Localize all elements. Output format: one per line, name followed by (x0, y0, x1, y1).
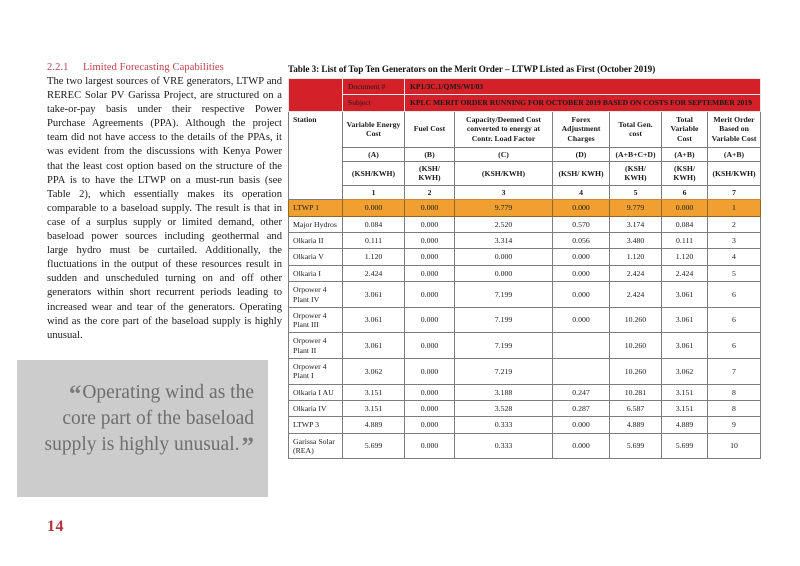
doc-header-label-document: Document # (343, 79, 405, 95)
column-abbr-variable-energy-cost: (A) (343, 147, 405, 161)
cell-total-gen-cost: 4.889 (610, 417, 662, 433)
cell-forex: 0.056 (553, 233, 610, 249)
cell-fuel-cost: 0.000 (405, 359, 455, 385)
cell-fuel-cost: 0.000 (405, 433, 455, 459)
cell-fuel-cost: 0.000 (405, 216, 455, 232)
cell-variable-energy-cost: 0.000 (343, 200, 405, 216)
cell-station: Major Hydros (289, 216, 343, 232)
cell-merit-order: 9 (708, 417, 761, 433)
cell-capacity-cost: 7.199 (455, 333, 553, 359)
table-row (289, 216, 761, 232)
open-quote-icon: “ (68, 381, 82, 408)
section-body-text: The two largest sources of VRE generators, LTWP and REREC Solar PV Garissa Project, are structured on a take-or-pay basis under their respective Power Purchase Agreements (PPA). Although the project team did not have access to the details of the PPAs, it was evident from the discussions with Kenya Power that the least cost option based on the structure of the PPA is to have the LTWP on a must-run basis (see Table 2), which essentially makes its operation comparable to a baseload supply. The result is that in case of a surplus supply or limited demand, other baseload power sources including geothermal and large hydro must be curtailed. Additionally, the fluctuations in the output of these resources result in sudden and unscheduled turning on and off other generators within short recurrent periods leading to increased wear and tear of the generators. Operating wind as the core part of the baseload supply is highly unusual. (47, 76, 282, 341)
doc-header-label-subject: Subject (343, 95, 405, 111)
pull-quote-text: Operating wind as the core part of the baseload supply is highly unusual. (44, 382, 254, 455)
cell-variable-energy-cost: 1.120 (343, 249, 405, 265)
cell-variable-energy-cost: 3.061 (343, 282, 405, 308)
cell-station: Orpower 4 Plant II (289, 333, 343, 359)
cell-station: Orpower 4 Plant III (289, 307, 343, 333)
cell-total-variable-cost: 1.120 (662, 249, 708, 265)
cell-variable-energy-cost: 3.151 (343, 401, 405, 417)
cell-total-variable-cost: 3.061 (662, 307, 708, 333)
column-header-variable-energy-cost: Variable Energy Cost (343, 111, 405, 147)
cell-fuel-cost: 0.000 (405, 417, 455, 433)
cell-merit-order: 1 (708, 200, 761, 216)
cell-forex: 0.570 (553, 216, 610, 232)
cell-capacity-cost: 3.188 (455, 384, 553, 400)
cell-forex: 0.287 (553, 401, 610, 417)
table-row (289, 265, 761, 281)
cell-total-gen-cost: 2.424 (610, 282, 662, 308)
cell-capacity-cost: 0.000 (455, 265, 553, 281)
table-row (289, 282, 761, 308)
cell-fuel-cost: 0.000 (405, 200, 455, 216)
cell-total-gen-cost: 10.260 (610, 333, 662, 359)
cell-capacity-cost: 9.779 (455, 200, 553, 216)
merit-order-table (288, 78, 761, 459)
table-row (289, 307, 761, 333)
section-title: Limited Forecasting Capabilities (83, 62, 224, 73)
cell-variable-energy-cost: 0.084 (343, 216, 405, 232)
column-units-forex: (KSH/ KWH) (553, 162, 610, 186)
cell-fuel-cost: 0.000 (405, 333, 455, 359)
cell-station: LTWP 3 (289, 417, 343, 433)
column-header-station: Station (289, 111, 343, 199)
table-row (289, 433, 761, 459)
cell-merit-order: 6 (708, 307, 761, 333)
column-units-total-variable-cost: (KSH/ KWH) (662, 162, 708, 186)
cell-merit-order: 6 (708, 333, 761, 359)
cell-capacity-cost: 7.219 (455, 359, 553, 385)
pull-quote-text-wrapper (31, 380, 254, 458)
table-row (289, 359, 761, 385)
column-abbr-forex: (D) (553, 147, 610, 161)
cell-total-variable-cost: 3.151 (662, 401, 708, 417)
section-heading (47, 62, 282, 73)
column-abbr-total-gen-cost: (A+B+C+D) (610, 147, 662, 161)
cell-total-variable-cost: 3.062 (662, 359, 708, 385)
column-num-7: 7 (708, 185, 761, 199)
cell-variable-energy-cost: 3.061 (343, 307, 405, 333)
cell-variable-energy-cost: 2.424 (343, 265, 405, 281)
column-header-merit-order: Merit Order Based on Variable Cost (708, 111, 761, 147)
column-abbr-row (289, 147, 761, 161)
table-row (289, 233, 761, 249)
cell-variable-energy-cost: 0.111 (343, 233, 405, 249)
cell-merit-order: 6 (708, 282, 761, 308)
cell-capacity-cost: 0.333 (455, 417, 553, 433)
table-caption: Table 3: List of Top Ten Generators on the Merit Order – LTWP Listed as First (October 2019) (288, 64, 656, 74)
cell-forex: 0.000 (553, 200, 610, 216)
cell-variable-energy-cost: 3.151 (343, 384, 405, 400)
doc-header-row-document (289, 79, 761, 95)
cell-merit-order: 5 (708, 265, 761, 281)
column-header-capacity-cost: Capacity/Deemed Cost converted to energy at Contr. Load Factor (455, 111, 553, 147)
cell-station: Orpower 4 Plant I (289, 359, 343, 385)
close-quote-icon: ” (241, 433, 254, 460)
cell-station: Garissa Solar (REA) (289, 433, 343, 459)
cell-total-variable-cost: 0.084 (662, 216, 708, 232)
cell-variable-energy-cost: 3.062 (343, 359, 405, 385)
cell-total-gen-cost: 9.779 (610, 200, 662, 216)
cell-station: Olkaria IV (289, 401, 343, 417)
cell-merit-order: 8 (708, 401, 761, 417)
column-units-capacity-cost: (KSH/KWH) (455, 162, 553, 186)
cell-fuel-cost: 0.000 (405, 384, 455, 400)
column-number-row (289, 185, 761, 199)
column-units-row (289, 162, 761, 186)
cell-fuel-cost: 0.000 (405, 249, 455, 265)
column-units-merit-order: (KSH/KWH) (708, 162, 761, 186)
cell-capacity-cost: 2.520 (455, 216, 553, 232)
cell-forex: 0.000 (553, 433, 610, 459)
section-number: 2.2.1 (47, 62, 69, 73)
column-num-2: 2 (405, 185, 455, 199)
cell-total-gen-cost: 10.281 (610, 384, 662, 400)
cell-station: Orpower 4 Plant IV (289, 282, 343, 308)
cell-capacity-cost: 3.314 (455, 233, 553, 249)
cell-variable-energy-cost: 4.889 (343, 417, 405, 433)
cell-merit-order: 7 (708, 359, 761, 385)
column-num-1: 1 (343, 185, 405, 199)
cell-merit-order: 2 (708, 216, 761, 232)
column-header-forex: Forex Adjustment Charges (553, 111, 610, 147)
cell-total-variable-cost: 5.699 (662, 433, 708, 459)
cell-forex: 0.000 (553, 265, 610, 281)
cell-station: LTWP 1 (289, 200, 343, 216)
cell-station: Olkaria V (289, 249, 343, 265)
column-num-4: 4 (553, 185, 610, 199)
cell-forex: 0.000 (553, 417, 610, 433)
column-num-6: 6 (662, 185, 708, 199)
cell-merit-order: 3 (708, 233, 761, 249)
cell-total-variable-cost: 0.000 (662, 200, 708, 216)
cell-station: Olkaria II (289, 233, 343, 249)
cell-capacity-cost: 0.000 (455, 249, 553, 265)
cell-variable-energy-cost: 5.699 (343, 433, 405, 459)
cell-station: Olkaria I (289, 265, 343, 281)
cell-fuel-cost: 0.000 (405, 401, 455, 417)
cell-total-variable-cost: 3.151 (662, 384, 708, 400)
cell-forex: 0.000 (553, 307, 610, 333)
column-units-total-gen-cost: (KSH/ KWH) (610, 162, 662, 186)
table-row (289, 417, 761, 433)
cell-total-variable-cost: 3.061 (662, 282, 708, 308)
cell-forex: 0.000 (553, 282, 610, 308)
column-header-total-gen-cost: Total Gen. cost (610, 111, 662, 147)
cell-fuel-cost: 0.000 (405, 282, 455, 308)
cell-forex (553, 359, 610, 385)
column-abbr-fuel-cost: (B) (405, 147, 455, 161)
column-abbr-merit-order: (A+B) (708, 147, 761, 161)
cell-total-gen-cost: 5.699 (610, 433, 662, 459)
cell-variable-energy-cost: 3.061 (343, 333, 405, 359)
cell-total-variable-cost: 2.424 (662, 265, 708, 281)
cell-total-gen-cost: 10.260 (610, 307, 662, 333)
doc-header-value-document: KP1/3C.1/QMS/WI/03 (405, 79, 761, 95)
doc-header-blank-cell (289, 79, 343, 112)
column-abbr-capacity-cost: (C) (455, 147, 553, 161)
cell-fuel-cost: 0.000 (405, 265, 455, 281)
cell-total-gen-cost: 6.587 (610, 401, 662, 417)
cell-forex: 0.247 (553, 384, 610, 400)
page-number: 14 (47, 518, 64, 535)
column-units-variable-energy-cost: (KSH/KWH) (343, 162, 405, 186)
column-header-row (289, 111, 761, 147)
cell-fuel-cost: 0.000 (405, 233, 455, 249)
cell-capacity-cost: 7.199 (455, 307, 553, 333)
cell-total-variable-cost: 3.061 (662, 333, 708, 359)
cell-total-gen-cost: 10.260 (610, 359, 662, 385)
pull-quote-box (17, 360, 268, 497)
column-header-fuel-cost: Fuel Cost (405, 111, 455, 147)
cell-merit-order: 10 (708, 433, 761, 459)
cell-total-variable-cost: 0.111 (662, 233, 708, 249)
table-row (289, 249, 761, 265)
table-row (289, 200, 761, 216)
column-units-fuel-cost: (KSH/ KWH) (405, 162, 455, 186)
doc-header-row-subject (289, 95, 761, 111)
column-header-total-variable-cost: Total Variable Cost (662, 111, 708, 147)
cell-forex: 0.000 (553, 249, 610, 265)
cell-total-gen-cost: 2.424 (610, 265, 662, 281)
column-abbr-total-variable-cost: (A+B) (662, 147, 708, 161)
table-row (289, 401, 761, 417)
column-num-3: 3 (455, 185, 553, 199)
table-row (289, 333, 761, 359)
cell-total-gen-cost: 3.480 (610, 233, 662, 249)
table-column (288, 64, 760, 459)
cell-merit-order: 8 (708, 384, 761, 400)
cell-capacity-cost: 3.528 (455, 401, 553, 417)
doc-header-value-subject: KPLC MERIT ORDER RUNNING FOR OCTOBER 2019 BASED ON COSTS FOR SEPTEMBER 2019 (405, 95, 761, 111)
cell-station: Olkaria I AU (289, 384, 343, 400)
table-row (289, 384, 761, 400)
cell-total-gen-cost: 3.174 (610, 216, 662, 232)
cell-total-variable-cost: 4.889 (662, 417, 708, 433)
cell-capacity-cost: 7.199 (455, 282, 553, 308)
cell-capacity-cost: 0.333 (455, 433, 553, 459)
left-text-column (47, 62, 282, 343)
column-num-5: 5 (610, 185, 662, 199)
cell-total-gen-cost: 1.120 (610, 249, 662, 265)
cell-forex (553, 333, 610, 359)
table-body (289, 200, 761, 459)
cell-fuel-cost: 0.000 (405, 307, 455, 333)
cell-merit-order: 4 (708, 249, 761, 265)
